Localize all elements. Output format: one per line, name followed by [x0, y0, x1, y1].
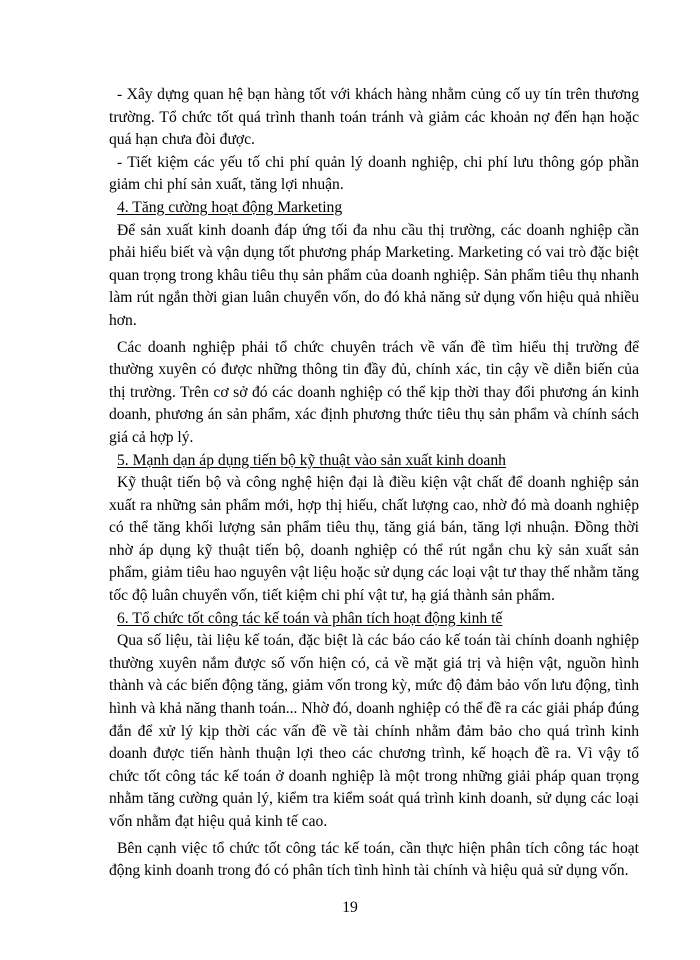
- section-heading-marketing: [109, 197, 639, 220]
- section-heading-marketing-text: 4. Tăng cường hoạt động Marketing: [117, 198, 343, 216]
- paragraph-cost-saving: - Tiết kiệm các yếu tố chi phí quản lý doanh nghiệp, chi phí lưu thông góp phần giảm chi phí sản xuất, tăng lợi nhuận.: [109, 153, 639, 194]
- section-heading-technology-text: 5. Mạnh dạn áp dụng tiến bộ kỹ thuật vào sản xuất kinh doanh: [117, 451, 506, 469]
- document-page: [109, 84, 639, 883]
- section-heading-technology: [109, 450, 639, 473]
- page-number: 19: [342, 899, 358, 916]
- paragraph-accounting: Qua số liệu, tài liệu kế toán, đặc biệt là các báo cáo kế toán tài chính doanh nghiệp thường xuyên nắm được số vốn hiện có, cả về mặt giá trị và hiện vật, nguồn hình thành và các biến động tăng, giảm vốn trong kỳ, mức độ đảm bảo vốn lưu động, tình hình và khả năng thanh toán... Nhờ đó, doanh nghiệp có thể đề ra các giải pháp đúng đắn để xử lý kịp thời các vấn đề về tài chính nhằm đảm bảo cho quá trình kinh doanh được tiến hành thuận lợi theo các chương trình, kế hoạch đề ra. Vì vậy tổ chức tốt công tác kế toán ở doanh nghiệp là một trong những giải pháp quan trọng nhằm tăng cường quản lý, kiểm tra kiểm soát quá trình kinh doanh, sử dụng các loại vốn nhằm đạt hiệu quả kinh tế cao.: [109, 632, 639, 830]
- paragraph-technology: Kỹ thuật tiến bộ và công nghệ hiện đại là điều kiện vật chất để doanh nghiệp sản xuất ra những sản phẩm mới, hợp thị hiếu, chất lượng cao, nhờ đó mà doanh nghiệp có thể tăng khối lượng sản phẩm tiêu thụ, tăng giá bán, tăng lợi nhuận. Đồng thời nhờ áp dụng kỹ thuật tiến bộ, doanh nghiệp có thể rút ngắn chu kỳ sản xuất sản phẩm, giảm tiêu hao nguyên vật liệu hoặc sử dụng các loại vật tư thay thế nhằm tăng tốc độ luân chuyển vốn, tiết kiệm chi phí vật tư, hạ giá thành sản phẩm.: [109, 474, 639, 605]
- paragraph-analysis: Bên cạnh việc tổ chức tốt công tác kế toán, cần thực hiện phân tích công tác hoạt động kinh doanh trong đó có phân tích tình hình tài chính và hiệu quả sử dụng vốn.: [109, 839, 639, 880]
- paragraph-market-research: Các doanh nghiệp phải tổ chức chuyên trách về vấn đề tìm hiểu thị trường để thường xuyên có được những thông tin đầy đủ, chính xác, tin cậy về diễn biến của thị trường. Trên cơ sở đó các doanh nghiệp có thể kịp thời thay đổi phương án kinh doanh, phương án sản phẩm, xác định phương thức tiêu thụ sản phẩm và chính sách giá cả hợp lý.: [109, 338, 639, 446]
- paragraph-marketing-role: Để sản xuất kinh doanh đáp ứng tối đa nhu cầu thị trường, các doanh nghiệp cần phải hiểu biết và vận dụng tốt phương pháp Marketing. Marketing có vai trò đặc biệt quan trọng trong khâu tiêu thụ sản phẩm của doanh nghiệp. Sản phẩm tiêu thụ nhanh làm rút ngắn thời gian luân chuyển vốn, do đó khả năng sử dụng vốn hiệu quả nhiều hơn.: [109, 221, 639, 329]
- section-heading-accounting-text: 6. Tổ chức tốt công tác kế toán và phân tích hoạt động kinh tế: [117, 609, 503, 627]
- section-heading-accounting: [109, 608, 639, 631]
- paragraph-customer-relations: - Xây dựng quan hệ bạn hàng tốt với khách hàng nhằm củng cố uy tín trên thương trường. Tổ chức tốt quá trình thanh toán tránh và giảm các khoản nợ đến hạn hoặc quá hạn chưa đòi được.: [109, 86, 639, 149]
